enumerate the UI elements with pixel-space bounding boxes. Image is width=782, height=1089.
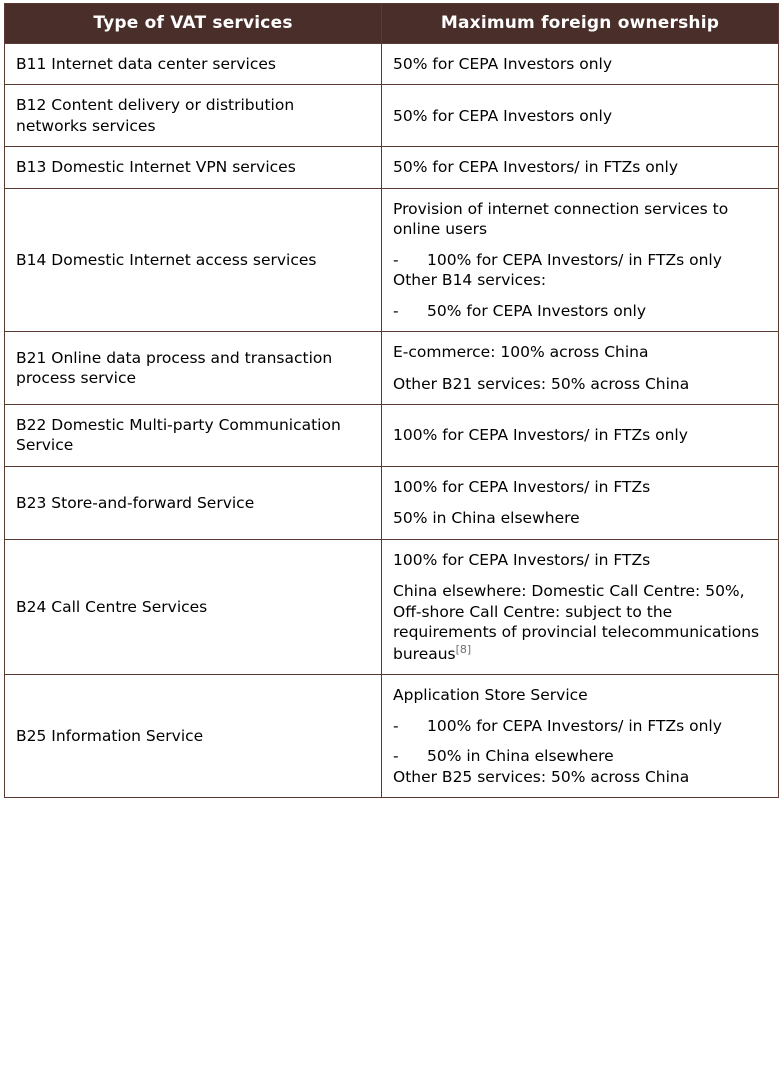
ownership-paragraph: [393, 342, 766, 362]
column-header-service-type: Type of VAT services: [5, 4, 382, 44]
service-type-cell: B14 Domestic Internet access services: [5, 188, 382, 331]
table-row: [5, 675, 779, 798]
ownership-text: Other B14 services:: [393, 271, 547, 290]
table-row: [5, 44, 779, 85]
service-type-cell: B11 Internet data center services: [5, 44, 382, 85]
ownership-text: 50% for CEPA Investors/ in FTZs only: [393, 158, 679, 177]
max-foreign-ownership-cell: [382, 44, 779, 85]
bullet-dash-marker: -: [393, 250, 399, 269]
ownership-paragraph: [393, 767, 766, 787]
ownership-paragraph: [393, 550, 766, 570]
table-row: [5, 85, 779, 147]
bullet-dash-marker: -: [393, 301, 399, 320]
max-foreign-ownership-cell: [382, 466, 779, 539]
table-row: [5, 404, 779, 466]
table-row: [5, 539, 779, 674]
service-type-cell: B25 Information Service: [5, 675, 382, 798]
ownership-paragraph: [393, 54, 766, 74]
service-type-cell: B24 Call Centre Services: [5, 539, 382, 674]
max-foreign-ownership-cell: [382, 147, 779, 188]
ownership-paragraph: [393, 374, 766, 394]
service-type-cell: B13 Domestic Internet VPN services: [5, 147, 382, 188]
ownership-text: 50% for CEPA Investors only: [393, 106, 613, 125]
ownership-text: Provision of internet connection services to online users: [393, 199, 729, 239]
table-header: [5, 4, 779, 44]
bullet-dash-marker: -: [393, 716, 399, 735]
vat-services-table: [4, 3, 779, 798]
max-foreign-ownership-cell: [382, 188, 779, 331]
ownership-text: 100% for CEPA Investors/ in FTZs: [393, 550, 651, 569]
ownership-text: 100% for CEPA Investors/ in FTZs only: [393, 426, 688, 445]
bullet-dash-marker: -: [393, 747, 399, 766]
ownership-paragraph: [393, 157, 766, 177]
ownership-bullet: [393, 746, 766, 766]
ownership-paragraph: [393, 106, 766, 126]
ownership-bullet: [393, 250, 766, 270]
ownership-text: 50% for CEPA Investors only: [393, 55, 613, 73]
table-body: [5, 44, 779, 798]
bullet-text: 100% for CEPA Investors/ in FTZs only: [427, 250, 722, 269]
ownership-bullet: [393, 301, 766, 321]
max-foreign-ownership-cell: [382, 539, 779, 674]
ownership-bullet: [393, 716, 766, 736]
ownership-text: E-commerce: 100% across China: [393, 343, 649, 362]
max-foreign-ownership-cell: [382, 404, 779, 466]
footnote-reference[interactable]: [8]: [455, 642, 472, 656]
column-header-max-foreign-ownership: Maximum foreign ownership: [382, 4, 779, 44]
ownership-text: 100% for CEPA Investors/ in FTZs: [393, 477, 651, 496]
ownership-text: Application Store Service: [393, 686, 588, 705]
ownership-text: China elsewhere: Domestic Call Centre: 50%, Off-shore Call Centre: subject to the requirements of provincial telecommunications bureaus: [393, 582, 760, 663]
service-type-cell: B21 Online data process and transaction process service: [5, 332, 382, 405]
ownership-paragraph: [393, 425, 766, 445]
table-row: [5, 332, 779, 405]
table-header-row: [5, 4, 779, 44]
bullet-text: 50% in China elsewhere: [427, 747, 614, 766]
max-foreign-ownership-cell: [382, 332, 779, 405]
table-row: [5, 147, 779, 188]
ownership-paragraph: [393, 270, 766, 290]
max-foreign-ownership-cell: [382, 675, 779, 798]
ownership-paragraph: [393, 508, 766, 528]
bullet-text: 50% for CEPA Investors only: [427, 301, 647, 320]
ownership-paragraph: [393, 685, 766, 705]
bullet-text: 100% for CEPA Investors/ in FTZs only: [427, 716, 722, 735]
ownership-text: Other B25 services: 50% across China: [393, 767, 690, 786]
ownership-text: 50% in China elsewhere: [393, 509, 580, 528]
service-type-cell: B22 Domestic Multi-party Communication Service: [5, 404, 382, 466]
service-type-cell: B12 Content delivery or distribution networks services: [5, 85, 382, 147]
ownership-paragraph: [393, 199, 766, 240]
max-foreign-ownership-cell: [382, 85, 779, 147]
ownership-paragraph: [393, 477, 766, 497]
table-row: [5, 188, 779, 331]
ownership-text: Other B21 services: 50% across China: [393, 374, 690, 393]
service-type-cell: B23 Store-and-forward Service: [5, 466, 382, 539]
table-row: [5, 466, 779, 539]
ownership-paragraph: [393, 581, 766, 664]
